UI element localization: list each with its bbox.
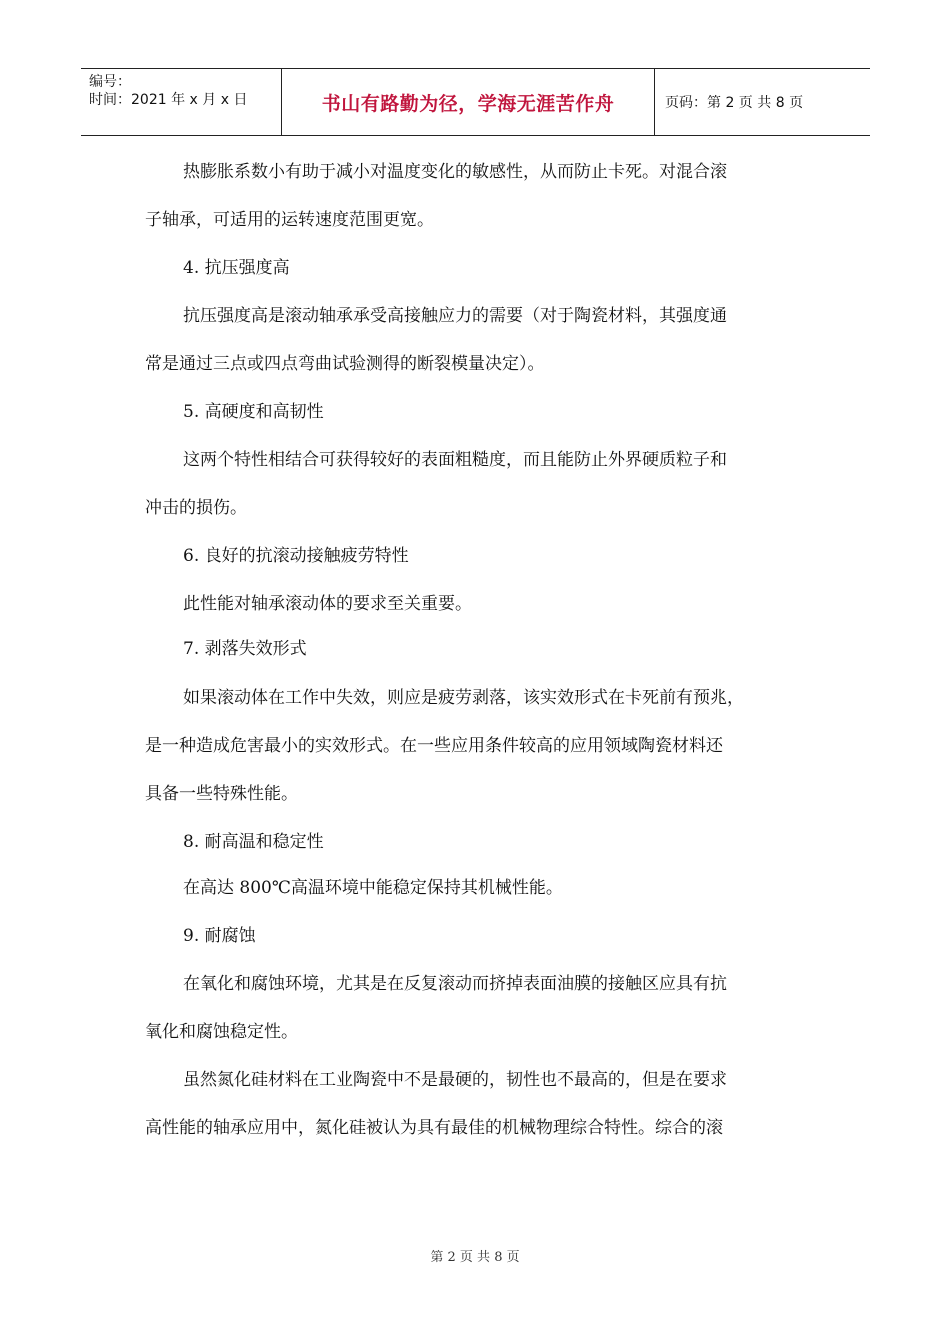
body-line-13: 是一种造成危害最小的实效形式。在一些应用条件较高的应用领域陶瓷材料还	[145, 736, 723, 756]
header-motto: 书山有路勤为径，学海无涯苦作舟	[321, 92, 615, 115]
body-line-10: 此性能对轴承滚动体的要求至关重要。	[183, 594, 472, 614]
date-label: 时间：2021 年 x 月 x 日	[89, 92, 248, 108]
body-line-16: 在高达 800℃高温环境中能稳定保持其机械性能。	[183, 878, 563, 898]
body-line-18: 在氧化和腐蚀环境，尤其是在反复滚动而挤掉表面油膜的接触区应具有抗	[183, 974, 727, 994]
section-heading-4: 4. 抗压强度高	[183, 258, 290, 278]
body-line-5: 常是通过三点或四点弯曲试验测得的断裂模量决定）。	[145, 354, 545, 374]
page-footer: 第 2 页 共 8 页	[430, 1250, 520, 1265]
header-page-cell	[655, 69, 870, 135]
body-line-19: 氧化和腐蚀稳定性。	[145, 1022, 298, 1042]
body-line-14: 具备一些特殊性能。	[145, 784, 298, 804]
header-page-code: 页码：第 2 页 共 8 页	[665, 95, 804, 111]
body-line-2: 子轴承，可适用的运转速度范围更宽。	[145, 210, 434, 230]
header-info-cell	[81, 69, 281, 135]
section-heading-7: 7. 剥落失效形式	[183, 639, 307, 659]
section-heading-6: 6. 良好的抗滚动接触疲劳特性	[183, 546, 409, 566]
body-line-1: 热膨胀系数小有助于减小对温度变化的敏感性，从而防止卡死。对混合滚	[183, 162, 727, 182]
section-heading-5: 5. 高硬度和高韧性	[183, 402, 324, 422]
section-heading-8: 8. 耐高温和稳定性	[183, 832, 324, 852]
body-line-20: 虽然氮化硅材料在工业陶瓷中不是最硬的，韧性也不最高的，但是在要求	[183, 1070, 727, 1090]
body-line-21: 高性能的轴承应用中，氮化硅被认为具有最佳的机械物理综合特性。综合的滚	[145, 1118, 723, 1138]
body-line-12: 如果滚动体在工作中失效，则应是疲劳剥落，该实效形式在卡死前有预兆，	[183, 688, 744, 708]
header-motto-cell	[281, 69, 655, 135]
page-header	[81, 68, 870, 136]
body-line-4: 抗压强度高是滚动轴承承受高接触应力的需要（对于陶瓷材料，其强度通	[183, 306, 727, 326]
section-heading-9: 9. 耐腐蚀	[183, 926, 256, 946]
body-line-7: 这两个特性相结合可获得较好的表面粗糙度，而且能防止外界硬质粒子和	[183, 450, 727, 470]
body-line-8: 冲击的损伤。	[145, 498, 247, 518]
serial-number-label: 编号：	[89, 74, 131, 90]
